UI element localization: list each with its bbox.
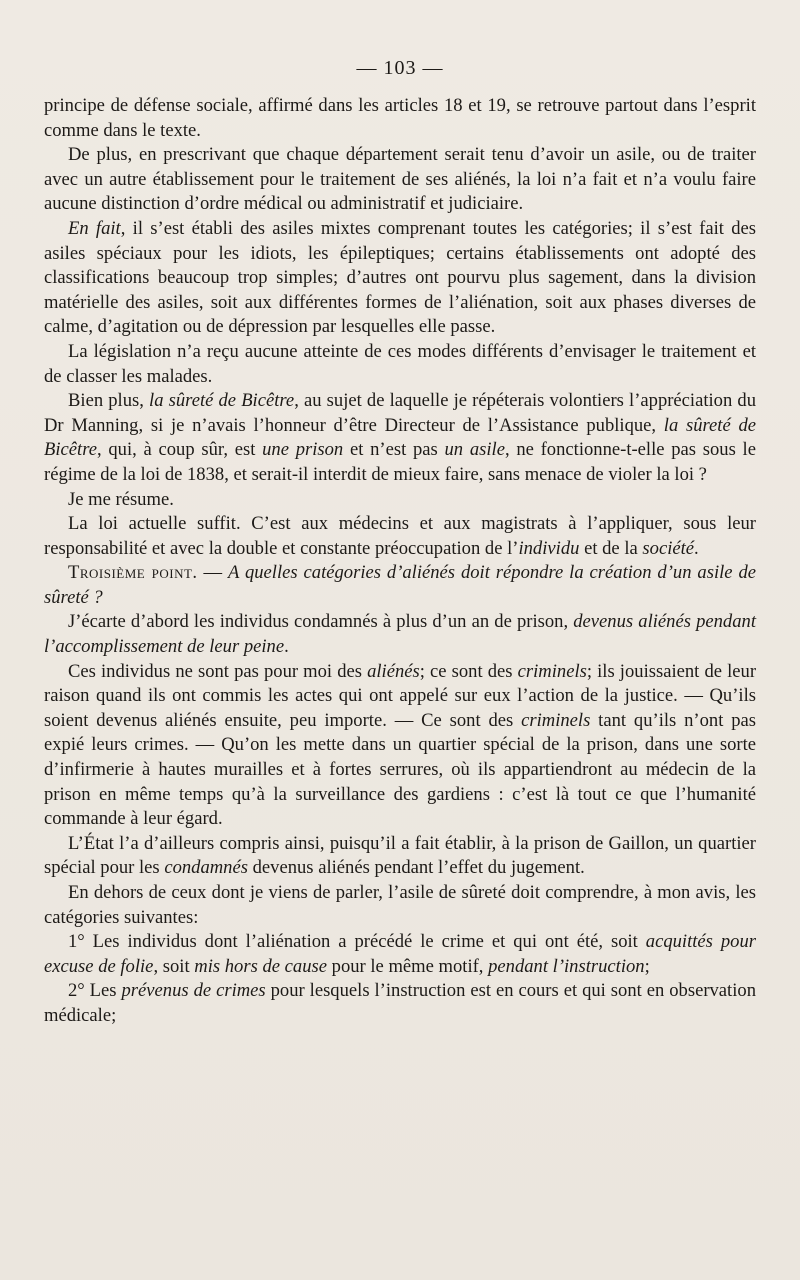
text-run: J’écarte d’abord les individus condamnés à plus d’un an de prison, [68,611,574,633]
paragraph [44,610,756,659]
body-text [44,94,756,1029]
text-run: , soit [153,955,195,977]
text-run: . [694,537,699,559]
italic-text: criminels [517,660,587,682]
italic-text: individu [518,537,580,559]
text-run: ; ce sont des [419,660,518,682]
paragraph [44,930,756,979]
text-run: En dehors de ceux dont je viens de parler, l’asile de sûreté doit comprendre, à mon avis, les catégories suivantes: [44,882,756,928]
italic-text: devenus aliénés pendant l’accomplissement de leur peine [44,611,756,658]
text-run: ; [644,955,650,977]
italic-text: mis hors de cause [194,955,327,977]
text-run: , il s’est établi des asiles mixtes comprenant toutes les catégories; il s’est fait des asiles spéciaux pour les idiots, les épileptiques; certains établissements ont adopté des classifications beaucoup trop simples; d’autres ont pourvu plus sagement, dans la division matérielle des asiles, soit aux différentes formes de l’aliénation, soit aux phases diverses de calme, d’agitation ou de dépression par lesquelles elle passe. [44,217,756,338]
paragraph [44,217,756,340]
paragraph [44,832,756,881]
italic-text: pendant l’instruction [488,955,645,977]
text-run: Ces individus ne sont pas pour moi des [68,660,368,682]
text-run: , au sujet de laquelle je répéterais volontiers l’appréciation du Dr Manning, si je n’avais l’honneur d’être Directeur de l’Assistance publique, [44,390,757,436]
text-run: 2° Les [68,980,122,1002]
italic-text: acquittés pour excuse de folie [44,931,756,977]
text-run: L’État l’a d’ailleurs compris ainsi, puisqu’il a fait établir, à la prison de Gaillon, un quartier spécial pour les [44,832,756,879]
italic-text: prévenus de crimes [121,980,266,1002]
text-run: principe de défense sociale, affirmé dans les articles 18 et 19, se retrouve partout dans l’esprit comme dans le texte. [44,95,756,141]
italic-text: un asile [444,439,505,461]
text-run: pour le même motif, [327,955,489,977]
italic-text: A quelles catégories d’aliénés doit répondre la création d’un asile de sûreté ? [44,562,757,608]
paragraph [44,660,756,832]
text-run: De plus, en prescrivant que chaque département serait tenu d’avoir un asile, ou de traiter avec un autre établissement pour le traitement de ses aliénés, la loi n’a fait et n’a voulu faire aucune distinction d’ordre médical ou administratif et judiciaire. [44,144,756,215]
text-run: et n’est pas [343,439,445,461]
paragraph [44,979,756,1028]
text-run: Je me résume. [68,488,174,510]
italic-text: la sûreté de Bicêtre [44,414,756,461]
paragraph [44,881,756,930]
text-run: pour lesquels l’instruction est en cours et qui sont en observation médicale; [44,980,756,1026]
text-run: tant qu’ils n’ont pas expié leurs crimes. — Qu’on les mette dans un quartier spécial de la prison, dans une sorte d’infirmerie à hautes murailles et à fortes serrures, où ils appartiendront au médecin de la prison en même temps qu’à la surveillance des gardiens : c’est là tout ce que l’humanité commande à leur égard. [44,709,756,830]
text-run: , ne fonctionne-t-elle pas sous le régime de la loi de 1838, et serait-il interdit de mieux faire, sans menace de violer la loi ? [44,439,756,485]
italic-text: une prison [262,439,344,461]
text-run: — [197,562,229,584]
paragraph [44,94,756,143]
italic-text: criminels [521,709,591,731]
text-run: devenus aliénés pendant l’effet du jugement. [247,857,585,879]
text-run: La loi actuelle suffit. C’est aux médecins et aux magistrats à l’appliquer, sous leur responsabilité et avec la double et constante préoccupation de l’ [44,513,756,559]
section-heading: Troisième point. [68,562,198,584]
text-run: et de la [579,537,643,559]
paragraph [44,488,756,513]
paragraph [44,389,756,487]
italic-text: société [642,537,695,559]
text-run: ; ils jouissaient de leur raison quand ils ont commis les actes qui ont appelé sur eux l’action de la justice. — Qu’ils soient devenus aliénés ensuite, peu importe. — Ce sont des [44,660,757,731]
paragraph [44,512,756,561]
italic-text: condamnés [164,857,248,879]
italic-text: la sûreté de Bicêtre [149,390,295,412]
page-number: — 103 — [356,57,444,79]
text-run: . [284,636,289,658]
text-run: , qui, à coup sûr, est [97,439,263,461]
text-run: Bien plus, [68,390,150,412]
italic-text: aliénés [367,660,420,682]
paragraph [44,340,756,389]
text-run: La législation n’a reçu aucune atteinte de ces modes différents d’envisager le traitement et de classer les malades. [44,340,756,387]
text-run: 1° Les individus dont l’aliénation a précédé le crime et qui ont été, soit [68,931,646,953]
paragraph [44,143,756,217]
italic-text: En fait [68,217,121,239]
paragraph [44,561,756,610]
